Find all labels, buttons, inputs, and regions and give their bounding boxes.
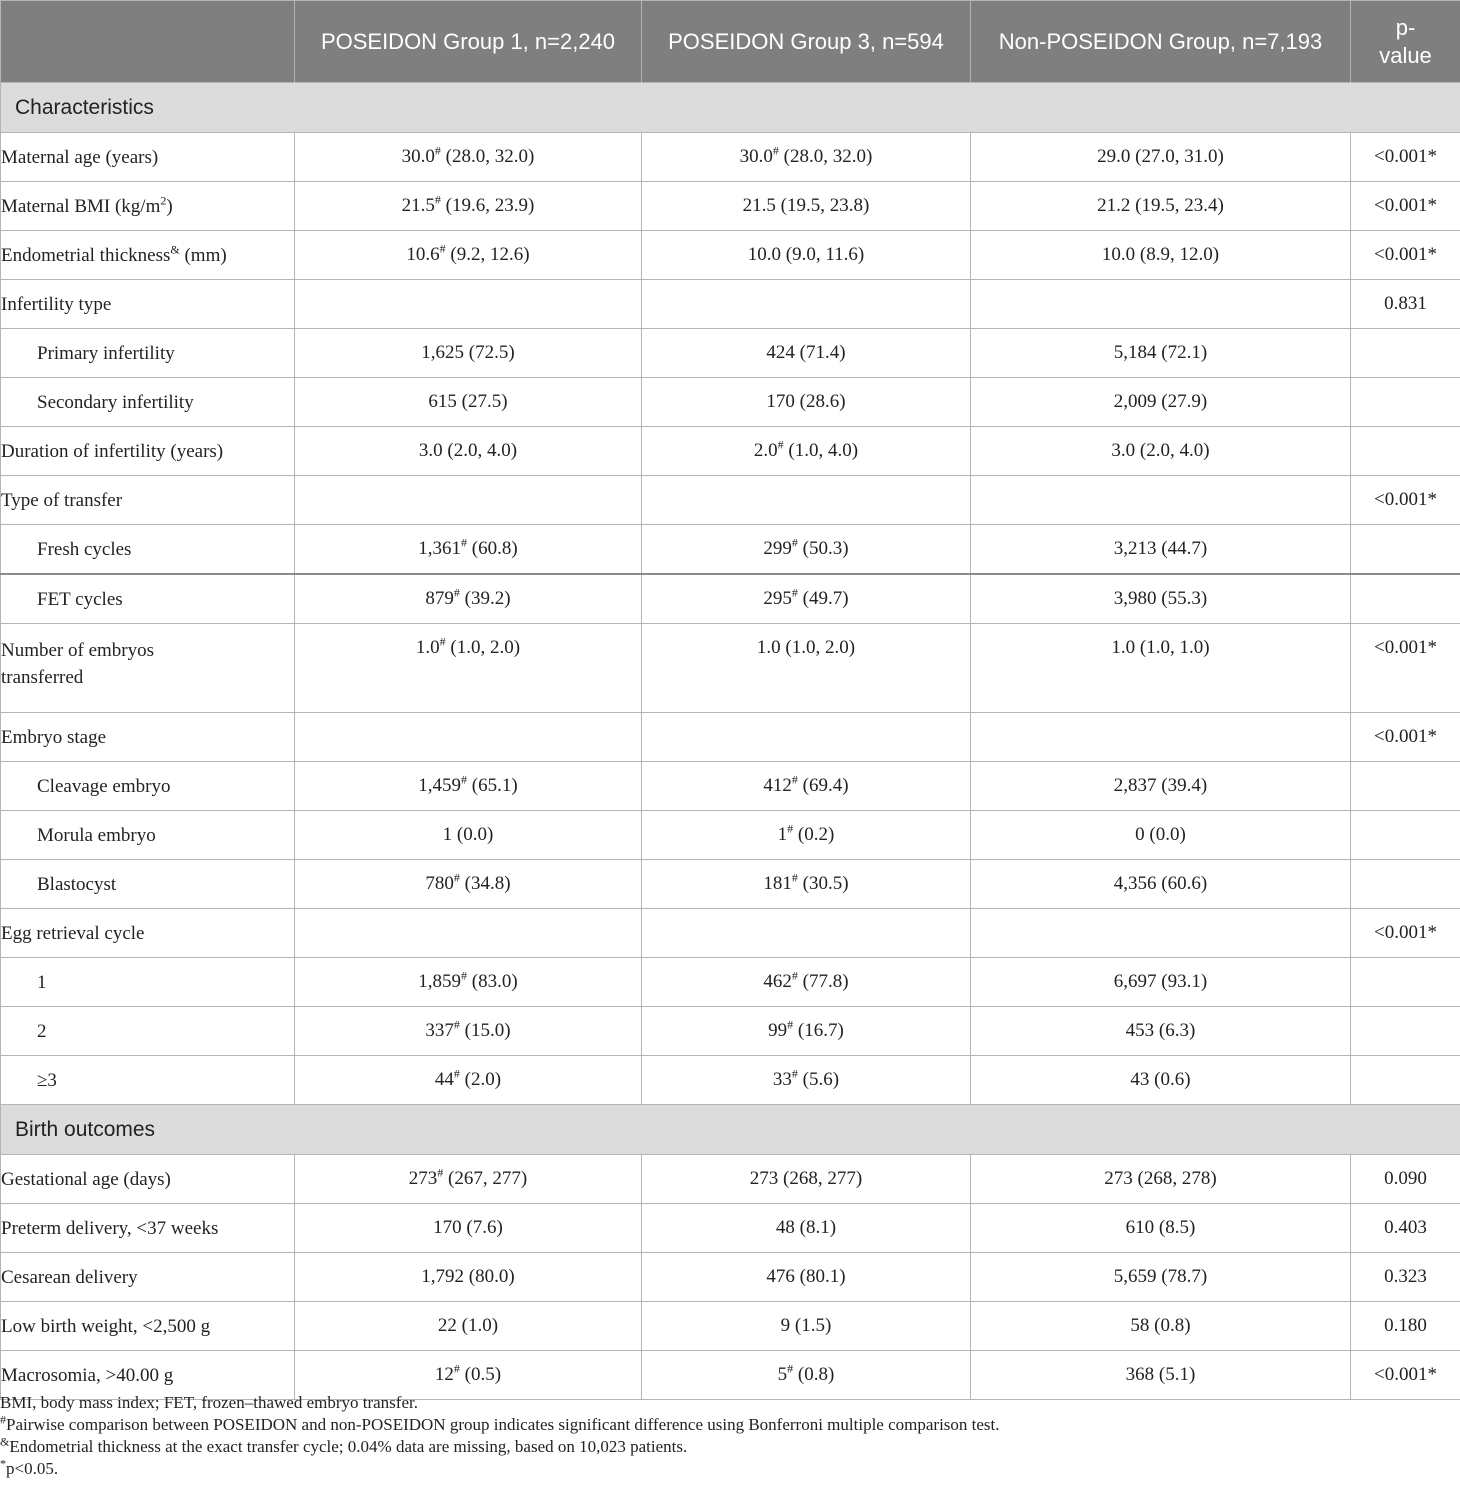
table-row: [1, 427, 1460, 476]
footnote-line: [0, 1458, 1460, 1480]
cell-pvalue: [1351, 427, 1460, 476]
cell-group1-value-rest: (60.8): [467, 538, 518, 559]
row-label-text: 2: [37, 1020, 47, 1042]
cell-group3-value: 412: [763, 775, 792, 796]
row-label-superscript: 2: [160, 193, 167, 208]
table-row: [1, 1253, 1460, 1302]
cell-nonposeidon: 5,659 (78.7): [971, 1253, 1351, 1302]
cell-group3-value: 424 (71.4): [766, 342, 846, 363]
cell-group1-footnote-mark: #: [461, 535, 468, 550]
row-label-text: Gestational age (days): [1, 1168, 171, 1190]
row-label: [1, 574, 295, 624]
cell-group1: [295, 762, 642, 811]
cell-group1-value: 1,361: [418, 538, 462, 559]
cell-group3-value: 2.0: [753, 440, 778, 461]
cell-group3-footnote-mark: #: [791, 870, 798, 885]
cell-nonposeidon: 3,213 (44.7): [971, 525, 1351, 575]
cell-group3: [642, 1302, 971, 1351]
cell-group3: [642, 860, 971, 909]
cell-group3: [642, 133, 971, 182]
cell-group1-value: 12: [434, 1364, 454, 1385]
cell-nonposeidon: [971, 476, 1351, 525]
cell-group3-value-rest: (69.4): [797, 775, 849, 796]
cell-pvalue: 0.831: [1351, 280, 1460, 329]
cell-group1-value-rest: (2.0): [459, 1069, 502, 1090]
table-row: [1, 909, 1460, 958]
cell-group3: [642, 1007, 971, 1056]
table-row: [1, 329, 1460, 378]
cell-nonposeidon: 58 (0.8): [971, 1302, 1351, 1351]
cell-group1-value-rest: (28.0, 32.0): [440, 146, 535, 167]
cell-group3-footnote-mark: #: [777, 437, 784, 452]
cell-group3-value-rest: (77.8): [797, 971, 849, 992]
cell-pvalue: <0.001*: [1351, 1351, 1460, 1400]
row-label-text: Secondary infertility: [37, 391, 194, 413]
cell-group3-value: 1.0 (1.0, 2.0): [756, 637, 856, 658]
cell-group1-value: 1 (0.0): [442, 824, 494, 845]
cell-nonposeidon: 0 (0.0): [971, 811, 1351, 860]
row-label-text: Preterm delivery, <37 weeks: [1, 1217, 219, 1239]
table-row: [1, 133, 1460, 182]
cell-group1: [295, 525, 642, 575]
cell-group1-value: 780: [425, 873, 454, 894]
row-label-text-rest: (mm): [179, 244, 227, 266]
cell-group3-value: 170 (28.6): [766, 391, 846, 412]
cell-pvalue: [1351, 811, 1460, 860]
cell-group1: [295, 1302, 642, 1351]
table-row: [1, 476, 1460, 525]
table-row: [1, 1056, 1460, 1105]
cell-group1: [295, 811, 642, 860]
cell-group3: [642, 1253, 971, 1302]
cell-group3-footnote-mark: #: [791, 535, 798, 550]
cell-group1-value: 273: [408, 1168, 438, 1189]
cell-group1-footnote-mark: #: [453, 585, 460, 600]
cell-group3-value-rest: (0.2): [793, 824, 835, 845]
cell-nonposeidon: 21.2 (19.5, 23.4): [971, 182, 1351, 231]
header-cell-label: [1, 1, 295, 83]
cell-group3-value: 181: [763, 873, 792, 894]
row-label: [1, 860, 295, 909]
cell-pvalue: [1351, 329, 1460, 378]
cell-group1-footnote-mark: #: [453, 1066, 460, 1081]
row-label-text: Type of transfer: [1, 489, 123, 511]
row-label-text: Endometrial thickness: [1, 244, 171, 266]
cell-group3: [642, 182, 971, 231]
cell-group3-value: 33: [772, 1069, 792, 1090]
row-label-text: Maternal BMI (kg/m: [1, 195, 161, 217]
cell-group3-value: 299: [763, 538, 792, 559]
cell-group1-value: 337: [425, 1020, 454, 1041]
cell-group1-footnote-mark: #: [453, 1017, 460, 1032]
cell-group3: [642, 1204, 971, 1253]
cell-group1: [295, 958, 642, 1007]
table-row: [1, 1155, 1460, 1204]
cell-group1-value-rest: (65.1): [467, 775, 518, 796]
cell-pvalue: <0.001*: [1351, 909, 1460, 958]
cell-group3: [642, 1056, 971, 1105]
cell-nonposeidon: [971, 713, 1351, 762]
cell-group3: [642, 378, 971, 427]
cell-pvalue: [1351, 574, 1460, 624]
footnote-mark: #: [0, 1412, 6, 1427]
cell-pvalue: [1351, 860, 1460, 909]
cell-pvalue: <0.001*: [1351, 182, 1460, 231]
cell-pvalue: [1351, 378, 1460, 427]
cell-group1-value-rest: (9.2, 12.6): [445, 244, 530, 265]
cell-nonposeidon: 3,980 (55.3): [971, 574, 1351, 624]
cell-pvalue: [1351, 1007, 1460, 1056]
footnote-line: [0, 1392, 1460, 1414]
cell-nonposeidon: 43 (0.6): [971, 1056, 1351, 1105]
row-label: [1, 1204, 295, 1253]
cell-group1-footnote-mark: #: [461, 772, 468, 787]
row-label-text: Duration of infertility (years): [1, 440, 224, 462]
cell-pvalue: <0.001*: [1351, 713, 1460, 762]
cell-group3-value: 1: [777, 824, 788, 845]
row-label: [1, 378, 295, 427]
table-row: [1, 624, 1460, 713]
cell-pvalue: <0.001*: [1351, 624, 1460, 713]
cell-nonposeidon: 6,697 (93.1): [971, 958, 1351, 1007]
cell-group1-value: 1.0: [415, 637, 440, 658]
table-row: [1, 1007, 1460, 1056]
cell-nonposeidon: 29.0 (27.0, 31.0): [971, 133, 1351, 182]
cell-group1-footnote-mark: #: [453, 870, 460, 885]
cell-nonposeidon: 2,837 (39.4): [971, 762, 1351, 811]
row-label-text: Egg retrieval cycle: [1, 922, 145, 944]
table-row: [1, 1302, 1460, 1351]
table-row: [1, 231, 1460, 280]
footnote-text: p<0.05.: [6, 1459, 59, 1478]
row-label: [1, 909, 295, 958]
table-footnotes: [0, 1392, 1460, 1480]
cell-group3: [642, 958, 971, 1007]
cell-nonposeidon: 3.0 (2.0, 4.0): [971, 427, 1351, 476]
row-label: [1, 133, 295, 182]
cell-group1: [295, 860, 642, 909]
cell-group1: [295, 1253, 642, 1302]
table-body: [1, 83, 1460, 1400]
cell-group1: [295, 574, 642, 624]
cell-group1-value: 879: [425, 588, 454, 609]
row-label-text: Cesarean delivery: [1, 1266, 138, 1288]
cell-pvalue: <0.001*: [1351, 133, 1460, 182]
cell-group1-value: 1,625 (72.5): [421, 342, 515, 363]
row-label: [1, 811, 295, 860]
cell-nonposeidon: 273 (268, 278): [971, 1155, 1351, 1204]
cell-pvalue: [1351, 525, 1460, 575]
cell-group1: [295, 476, 642, 525]
row-label: [1, 1155, 295, 1204]
cell-group3-footnote-mark: #: [772, 143, 779, 158]
cell-group1-footnote-mark: #: [437, 1165, 444, 1180]
row-label-text: Infertility type: [1, 293, 112, 315]
table-row: [1, 713, 1460, 762]
cell-group3: [642, 762, 971, 811]
cell-group1-value: 3.0 (2.0, 4.0): [418, 440, 518, 461]
cell-group3-value: 9 (1.5): [780, 1315, 832, 1336]
cell-group3-value: 273 (268, 277): [749, 1168, 863, 1189]
cell-nonposeidon: 1.0 (1.0, 1.0): [971, 624, 1351, 713]
cell-group1: [295, 1204, 642, 1253]
cell-pvalue: 0.323: [1351, 1253, 1460, 1302]
cell-group3-value: 21.5 (19.5, 23.8): [742, 195, 870, 216]
cell-group3: [642, 1155, 971, 1204]
cell-group3: [642, 574, 971, 624]
row-label-text: FET cycles: [37, 588, 123, 610]
cell-group1-value-rest: (19.6, 23.9): [440, 195, 535, 216]
row-label: [1, 958, 295, 1007]
row-label-text: Maternal age (years): [1, 146, 159, 168]
cell-group3-value-rest: (30.5): [797, 873, 849, 894]
footnote-mark: &: [0, 1434, 10, 1449]
footnote-line: [0, 1436, 1460, 1458]
row-label: [1, 624, 295, 713]
cell-group1-value: 1,459: [418, 775, 462, 796]
row-label-text: Cleavage embryo: [37, 775, 171, 797]
row-label: [1, 476, 295, 525]
table-row: [1, 1204, 1460, 1253]
cell-group3: [642, 624, 971, 713]
header-cell-nonposeidon: Non-POSEIDON Group, n=7,193: [971, 1, 1351, 83]
cell-group1-value: 615 (27.5): [428, 391, 508, 412]
cell-pvalue: [1351, 762, 1460, 811]
header-cell-group3: POSEIDON Group 3, n=594: [642, 1, 971, 83]
cell-nonposeidon: 4,356 (60.6): [971, 860, 1351, 909]
cell-group1: [295, 231, 642, 280]
cell-group1-value: 1,792 (80.0): [421, 1266, 515, 1287]
row-label-text: Morula embryo: [37, 824, 156, 846]
cell-group1-value: 22 (1.0): [437, 1315, 499, 1336]
cell-pvalue: <0.001*: [1351, 476, 1460, 525]
cell-pvalue: 0.090: [1351, 1155, 1460, 1204]
cell-group3: [642, 713, 971, 762]
cell-group1-value: 21.5: [401, 195, 435, 216]
cell-group3-value-rest: (1.0, 4.0): [783, 440, 859, 461]
cell-group3: [642, 427, 971, 476]
cell-group3-value-rest: (49.7): [797, 588, 849, 609]
cell-group3-value-rest: (16.7): [793, 1020, 844, 1041]
cell-group1-value: 10.6: [406, 244, 440, 265]
cell-group1-value: 44: [434, 1069, 454, 1090]
cell-group3-value: 295: [763, 588, 792, 609]
row-label: [1, 329, 295, 378]
row-label-text: 1: [37, 971, 47, 993]
cell-group1-value-rest: (0.5): [459, 1364, 502, 1385]
cell-group3: [642, 525, 971, 575]
cell-group3: [642, 909, 971, 958]
cell-nonposeidon: 10.0 (8.9, 12.0): [971, 231, 1351, 280]
row-label: [1, 525, 295, 575]
cell-nonposeidon: 453 (6.3): [971, 1007, 1351, 1056]
cell-group3-value-rest: (28.0, 32.0): [778, 146, 873, 167]
section-title: Birth outcomes: [1, 1105, 1460, 1155]
cell-group1-value: 30.0: [401, 146, 435, 167]
cell-group1-value-rest: (39.2): [459, 588, 511, 609]
table-row: [1, 525, 1460, 575]
section-header-row: [1, 83, 1460, 133]
row-label: [1, 713, 295, 762]
cell-nonposeidon: [971, 280, 1351, 329]
footnote-line: [0, 1414, 1460, 1436]
cell-group1-value-rest: (83.0): [467, 971, 518, 992]
row-label: [1, 1302, 295, 1351]
table-row: [1, 574, 1460, 624]
cell-group1-value-rest: (15.0): [459, 1020, 511, 1041]
cell-pvalue: [1351, 1056, 1460, 1105]
row-label-text: ≥3: [37, 1069, 57, 1091]
header-cell-group1: POSEIDON Group 1, n=2,240: [295, 1, 642, 83]
cell-group1: [295, 1155, 642, 1204]
cell-group3-value: 462: [763, 971, 792, 992]
cell-pvalue: <0.001*: [1351, 231, 1460, 280]
row-label-text: Low birth weight, <2,500 g: [1, 1315, 211, 1337]
cell-pvalue: [1351, 958, 1460, 1007]
cell-group1: [295, 1007, 642, 1056]
row-label: [1, 762, 295, 811]
row-label: [1, 1253, 295, 1302]
table-row: [1, 762, 1460, 811]
cell-nonposeidon: 2,009 (27.9): [971, 378, 1351, 427]
cell-group3-footnote-mark: #: [787, 821, 794, 836]
table-header-row: [1, 1, 1460, 83]
cell-group1-footnote-mark: #: [461, 968, 468, 983]
cell-group1-footnote-mark: #: [439, 634, 446, 649]
row-label: [1, 1056, 295, 1105]
cell-group1-value: 170 (7.6): [433, 1217, 503, 1238]
row-label: [1, 231, 295, 280]
cell-group1: [295, 624, 642, 713]
cell-group1-value-rest: (267, 277): [443, 1168, 528, 1189]
row-label-superscript: &: [170, 242, 180, 257]
cell-group3-footnote-mark: #: [791, 585, 798, 600]
row-label-text: Blastocyst: [37, 873, 117, 895]
table-row: [1, 182, 1460, 231]
section-header-row: [1, 1105, 1460, 1155]
row-label-text: Fresh cycles: [37, 538, 132, 560]
row-label: [1, 1007, 295, 1056]
cell-group1: [295, 182, 642, 231]
cell-group3-value: 99: [768, 1020, 788, 1041]
cell-group1: [295, 427, 642, 476]
row-label-text: Embryo stage: [1, 726, 107, 748]
cell-group1-footnote-mark: #: [434, 143, 441, 158]
cell-pvalue: 0.180: [1351, 1302, 1460, 1351]
cell-group3-value: 48 (8.1): [775, 1217, 837, 1238]
cell-group3: [642, 231, 971, 280]
cell-group3: [642, 280, 971, 329]
cell-group3-footnote-mark: #: [791, 968, 798, 983]
cell-group1: [295, 133, 642, 182]
cell-group1: [295, 909, 642, 958]
cell-group3-footnote-mark: #: [787, 1017, 794, 1032]
cell-group3-value: 5: [777, 1364, 788, 1385]
table-row: [1, 378, 1460, 427]
cell-group3-value: 30.0: [739, 146, 773, 167]
cell-group3-footnote-mark: #: [791, 772, 798, 787]
table-row: [1, 860, 1460, 909]
header-cell-pvalue: p-value: [1351, 1, 1460, 83]
cell-nonposeidon: 5,184 (72.1): [971, 329, 1351, 378]
cell-group1-footnote-mark: #: [439, 241, 446, 256]
cell-group3: [642, 811, 971, 860]
cell-group3-value: 10.0 (9.0, 11.6): [747, 244, 865, 265]
cell-group1-value: 1,859: [418, 971, 462, 992]
row-label: [1, 182, 295, 231]
cell-group3-footnote-mark: #: [791, 1066, 798, 1081]
cell-group1: [295, 1056, 642, 1105]
row-label: [1, 280, 295, 329]
cell-group1: [295, 329, 642, 378]
row-label-text: Primary infertility: [37, 342, 175, 364]
cell-group1: [295, 713, 642, 762]
cell-group1-footnote-mark: #: [453, 1361, 460, 1376]
cell-nonposeidon: 368 (5.1): [971, 1351, 1351, 1400]
cell-group3-value: 476 (80.1): [766, 1266, 846, 1287]
footnote-text: Endometrial thickness at the exact transfer cycle; 0.04% data are missing, based on 10,023 patients.: [9, 1437, 688, 1456]
cell-group1-value-rest: (34.8): [459, 873, 511, 894]
footnote-text: BMI, body mass index; FET, frozen–thawed embryo transfer.: [0, 1393, 418, 1412]
section-title: Characteristics: [1, 83, 1460, 133]
row-label-text-rest: ): [166, 195, 173, 217]
row-label-text: Number of embryos transferred: [1, 640, 155, 688]
cell-group3: [642, 476, 971, 525]
footnote-text: Pairwise comparison between POSEIDON and non-POSEIDON group indicates significant difference using Bonferroni multiple comparison test.: [6, 1415, 1000, 1434]
cell-group1-value-rest: (1.0, 2.0): [445, 637, 521, 658]
table-row: [1, 811, 1460, 860]
cell-group1: [295, 280, 642, 329]
cell-group1: [295, 378, 642, 427]
cell-group3-value-rest: (5.6): [797, 1069, 840, 1090]
row-label: [1, 427, 295, 476]
cell-pvalue: 0.403: [1351, 1204, 1460, 1253]
footnote-mark: *: [0, 1456, 6, 1471]
table-row: [1, 280, 1460, 329]
cell-group3-footnote-mark: #: [787, 1361, 794, 1376]
cell-group3: [642, 329, 971, 378]
row-label-text: Macrosomia, >40.00 g: [1, 1364, 174, 1386]
cell-group3-value-rest: (0.8): [793, 1364, 835, 1385]
cell-nonposeidon: 610 (8.5): [971, 1204, 1351, 1253]
cell-nonposeidon: [971, 909, 1351, 958]
cell-group1-footnote-mark: #: [434, 192, 441, 207]
table-row: [1, 958, 1460, 1007]
cell-group3-value-rest: (50.3): [797, 538, 849, 559]
